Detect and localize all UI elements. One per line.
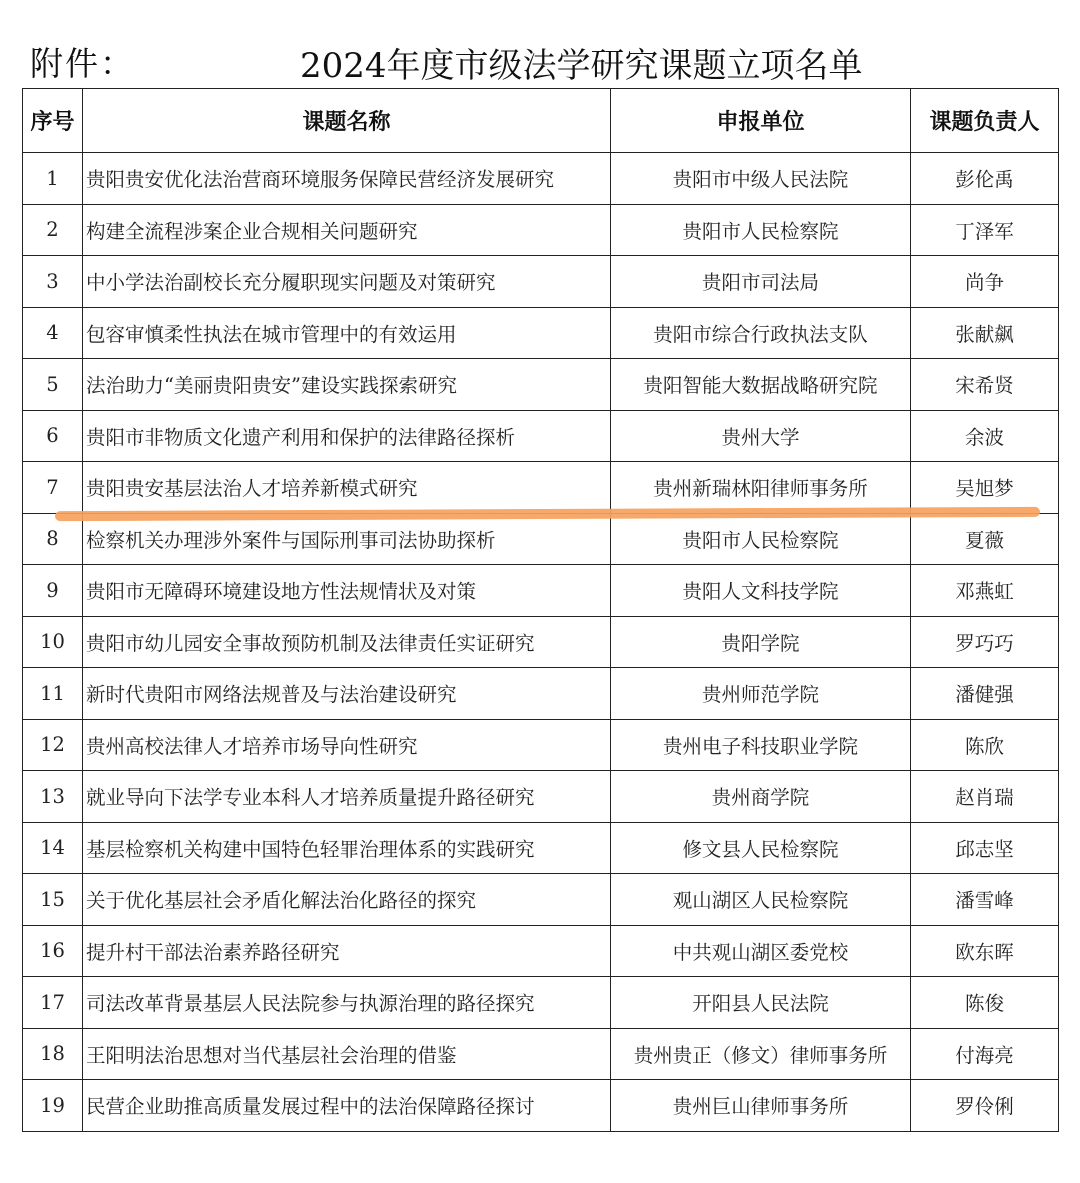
table-row bbox=[23, 410, 1059, 462]
cell-topic: 贵阳市幼儿园安全事故预防机制及法律责任实证研究 bbox=[83, 616, 611, 668]
page-header bbox=[0, 0, 1080, 88]
cell-topic: 关于优化基层社会矛盾化解法治化路径的探究 bbox=[83, 874, 611, 926]
cell-lead: 张献飙 bbox=[911, 307, 1059, 359]
cell-number: 12 bbox=[23, 719, 83, 771]
cell-unit: 贵州贵正（修文）律师事务所 bbox=[611, 1028, 911, 1080]
cell-lead: 丁泽军 bbox=[911, 204, 1059, 256]
cell-lead: 潘健强 bbox=[911, 668, 1059, 720]
cell-unit: 开阳县人民法院 bbox=[611, 977, 911, 1029]
cell-lead: 赵肖瑞 bbox=[911, 771, 1059, 823]
page-title: 2024年度市级法学研究课题立项名单 bbox=[300, 46, 863, 86]
cell-number: 13 bbox=[23, 771, 83, 823]
cell-topic: 贵阳贵安基层法治人才培养新模式研究 bbox=[83, 462, 611, 514]
cell-number: 8 bbox=[23, 513, 83, 565]
table-header-row bbox=[23, 89, 1059, 153]
cell-topic: 民营企业助推高质量发展过程中的法治保障路径探讨 bbox=[83, 1080, 611, 1132]
cell-unit: 贵阳市中级人民法院 bbox=[611, 153, 911, 205]
cell-lead: 彭伦禹 bbox=[911, 153, 1059, 205]
table-row bbox=[23, 616, 1059, 668]
cell-lead: 邱志坚 bbox=[911, 822, 1059, 874]
cell-number: 19 bbox=[23, 1080, 83, 1132]
cell-lead: 罗巧巧 bbox=[911, 616, 1059, 668]
cell-topic: 中小学法治副校长充分履职现实问题及对策研究 bbox=[83, 256, 611, 308]
table-row bbox=[23, 1080, 1059, 1132]
table-row bbox=[23, 462, 1059, 514]
table-row bbox=[23, 822, 1059, 874]
cell-number: 15 bbox=[23, 874, 83, 926]
cell-topic: 法治助力“美丽贵阳贵安”建设实践探索研究 bbox=[83, 359, 611, 411]
cell-unit: 贵州师范学院 bbox=[611, 668, 911, 720]
cell-number: 10 bbox=[23, 616, 83, 668]
cell-number: 4 bbox=[23, 307, 83, 359]
column-header-no: 序号 bbox=[23, 89, 83, 153]
table-row bbox=[23, 256, 1059, 308]
column-header-unit: 申报单位 bbox=[611, 89, 911, 153]
cell-topic: 贵州高校法律人才培养市场导向性研究 bbox=[83, 719, 611, 771]
cell-lead: 陈俊 bbox=[911, 977, 1059, 1029]
column-header-lead: 课题负责人 bbox=[911, 89, 1059, 153]
table-row bbox=[23, 874, 1059, 926]
cell-unit: 贵阳市人民检察院 bbox=[611, 204, 911, 256]
cell-number: 18 bbox=[23, 1028, 83, 1080]
cell-topic: 检察机关办理涉外案件与国际刑事司法协助探析 bbox=[83, 513, 611, 565]
cell-unit: 贵州巨山律师事务所 bbox=[611, 1080, 911, 1132]
table-row bbox=[23, 1028, 1059, 1080]
cell-topic: 贵阳贵安优化法治营商环境服务保障民营经济发展研究 bbox=[83, 153, 611, 205]
table-row bbox=[23, 153, 1059, 205]
cell-number: 9 bbox=[23, 565, 83, 617]
cell-number: 7 bbox=[23, 462, 83, 514]
column-header-topic: 课题名称 bbox=[83, 89, 611, 153]
cell-lead: 邓燕虹 bbox=[911, 565, 1059, 617]
project-list-table bbox=[22, 88, 1059, 1132]
cell-lead: 宋希贤 bbox=[911, 359, 1059, 411]
table-row bbox=[23, 565, 1059, 617]
table-row bbox=[23, 668, 1059, 720]
cell-unit: 观山湖区人民检察院 bbox=[611, 874, 911, 926]
table-row bbox=[23, 513, 1059, 565]
cell-topic: 基层检察机关构建中国特色轻罪治理体系的实践研究 bbox=[83, 822, 611, 874]
cell-topic: 提升村干部法治素养路径研究 bbox=[83, 925, 611, 977]
cell-unit: 贵阳智能大数据战略研究院 bbox=[611, 359, 911, 411]
cell-number: 14 bbox=[23, 822, 83, 874]
table-row bbox=[23, 771, 1059, 823]
cell-lead: 欧东晖 bbox=[911, 925, 1059, 977]
cell-unit: 贵阳市司法局 bbox=[611, 256, 911, 308]
cell-unit: 修文县人民检察院 bbox=[611, 822, 911, 874]
cell-topic: 司法改革背景基层人民法院参与执源治理的路径探究 bbox=[83, 977, 611, 1029]
cell-lead: 夏薇 bbox=[911, 513, 1059, 565]
cell-number: 3 bbox=[23, 256, 83, 308]
cell-number: 2 bbox=[23, 204, 83, 256]
cell-unit: 贵州商学院 bbox=[611, 771, 911, 823]
cell-unit: 贵州电子科技职业学院 bbox=[611, 719, 911, 771]
table-row bbox=[23, 719, 1059, 771]
cell-unit: 贵州大学 bbox=[611, 410, 911, 462]
cell-topic: 构建全流程涉案企业合规相关问题研究 bbox=[83, 204, 611, 256]
attachment-label: 附件： bbox=[30, 44, 135, 83]
cell-unit: 中共观山湖区委党校 bbox=[611, 925, 911, 977]
cell-unit: 贵州新瑞林阳律师事务所 bbox=[611, 462, 911, 514]
table-row bbox=[23, 925, 1059, 977]
cell-lead: 吴旭梦 bbox=[911, 462, 1059, 514]
cell-number: 1 bbox=[23, 153, 83, 205]
cell-topic: 就业导向下法学专业本科人才培养质量提升路径研究 bbox=[83, 771, 611, 823]
cell-lead: 陈欣 bbox=[911, 719, 1059, 771]
cell-number: 16 bbox=[23, 925, 83, 977]
cell-lead: 余波 bbox=[911, 410, 1059, 462]
cell-unit: 贵阳市综合行政执法支队 bbox=[611, 307, 911, 359]
cell-lead: 潘雪峰 bbox=[911, 874, 1059, 926]
cell-number: 5 bbox=[23, 359, 83, 411]
cell-unit: 贵阳人文科技学院 bbox=[611, 565, 911, 617]
cell-lead: 罗伶俐 bbox=[911, 1080, 1059, 1132]
cell-number: 6 bbox=[23, 410, 83, 462]
table-row bbox=[23, 307, 1059, 359]
cell-topic: 贵阳市非物质文化遗产利用和保护的法律路径探析 bbox=[83, 410, 611, 462]
table-row bbox=[23, 359, 1059, 411]
cell-topic: 新时代贵阳市网络法规普及与法治建设研究 bbox=[83, 668, 611, 720]
cell-number: 17 bbox=[23, 977, 83, 1029]
cell-lead: 付海亮 bbox=[911, 1028, 1059, 1080]
table-row bbox=[23, 204, 1059, 256]
cell-unit: 贵阳市人民检察院 bbox=[611, 513, 911, 565]
cell-lead: 尚争 bbox=[911, 256, 1059, 308]
cell-unit: 贵阳学院 bbox=[611, 616, 911, 668]
cell-topic: 包容审慎柔性执法在城市管理中的有效运用 bbox=[83, 307, 611, 359]
table-body bbox=[23, 153, 1059, 1132]
cell-number: 11 bbox=[23, 668, 83, 720]
cell-topic: 贵阳市无障碍环境建设地方性法规情状及对策 bbox=[83, 565, 611, 617]
table-row bbox=[23, 977, 1059, 1029]
cell-topic: 王阳明法治思想对当代基层社会治理的借鉴 bbox=[83, 1028, 611, 1080]
